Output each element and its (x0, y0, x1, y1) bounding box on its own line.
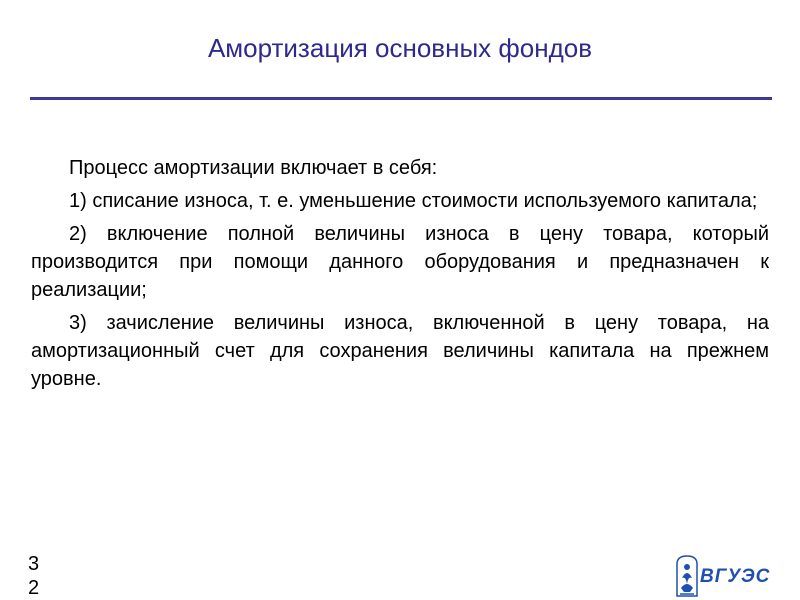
body-paragraph-intro: Процесс амортизации включает в себя: (69, 157, 438, 179)
university-logo (674, 554, 774, 598)
slide-body (31, 154, 769, 398)
logo-wordmark: ВГУЭС (700, 566, 771, 587)
body-paragraph-1: 1) списание износа, т. е. уменьшение стоимости используемого капитала; (69, 190, 758, 212)
slide-title: Амортизация основных фондов (207, 33, 593, 63)
page-number: 32 (28, 553, 40, 599)
body-paragraph-2: 2) включение полной величины износа в цену товара, который производится при помощи данного оборудования и предназначен к реализации; (31, 223, 769, 301)
title-divider (30, 97, 772, 100)
university-emblem-icon (674, 554, 700, 598)
body-paragraph-3: 3) зачисление величины износа, включенной в цену товара, на амортизационный счет для сохранения величины капитала на прежнем уровне. (31, 312, 769, 390)
